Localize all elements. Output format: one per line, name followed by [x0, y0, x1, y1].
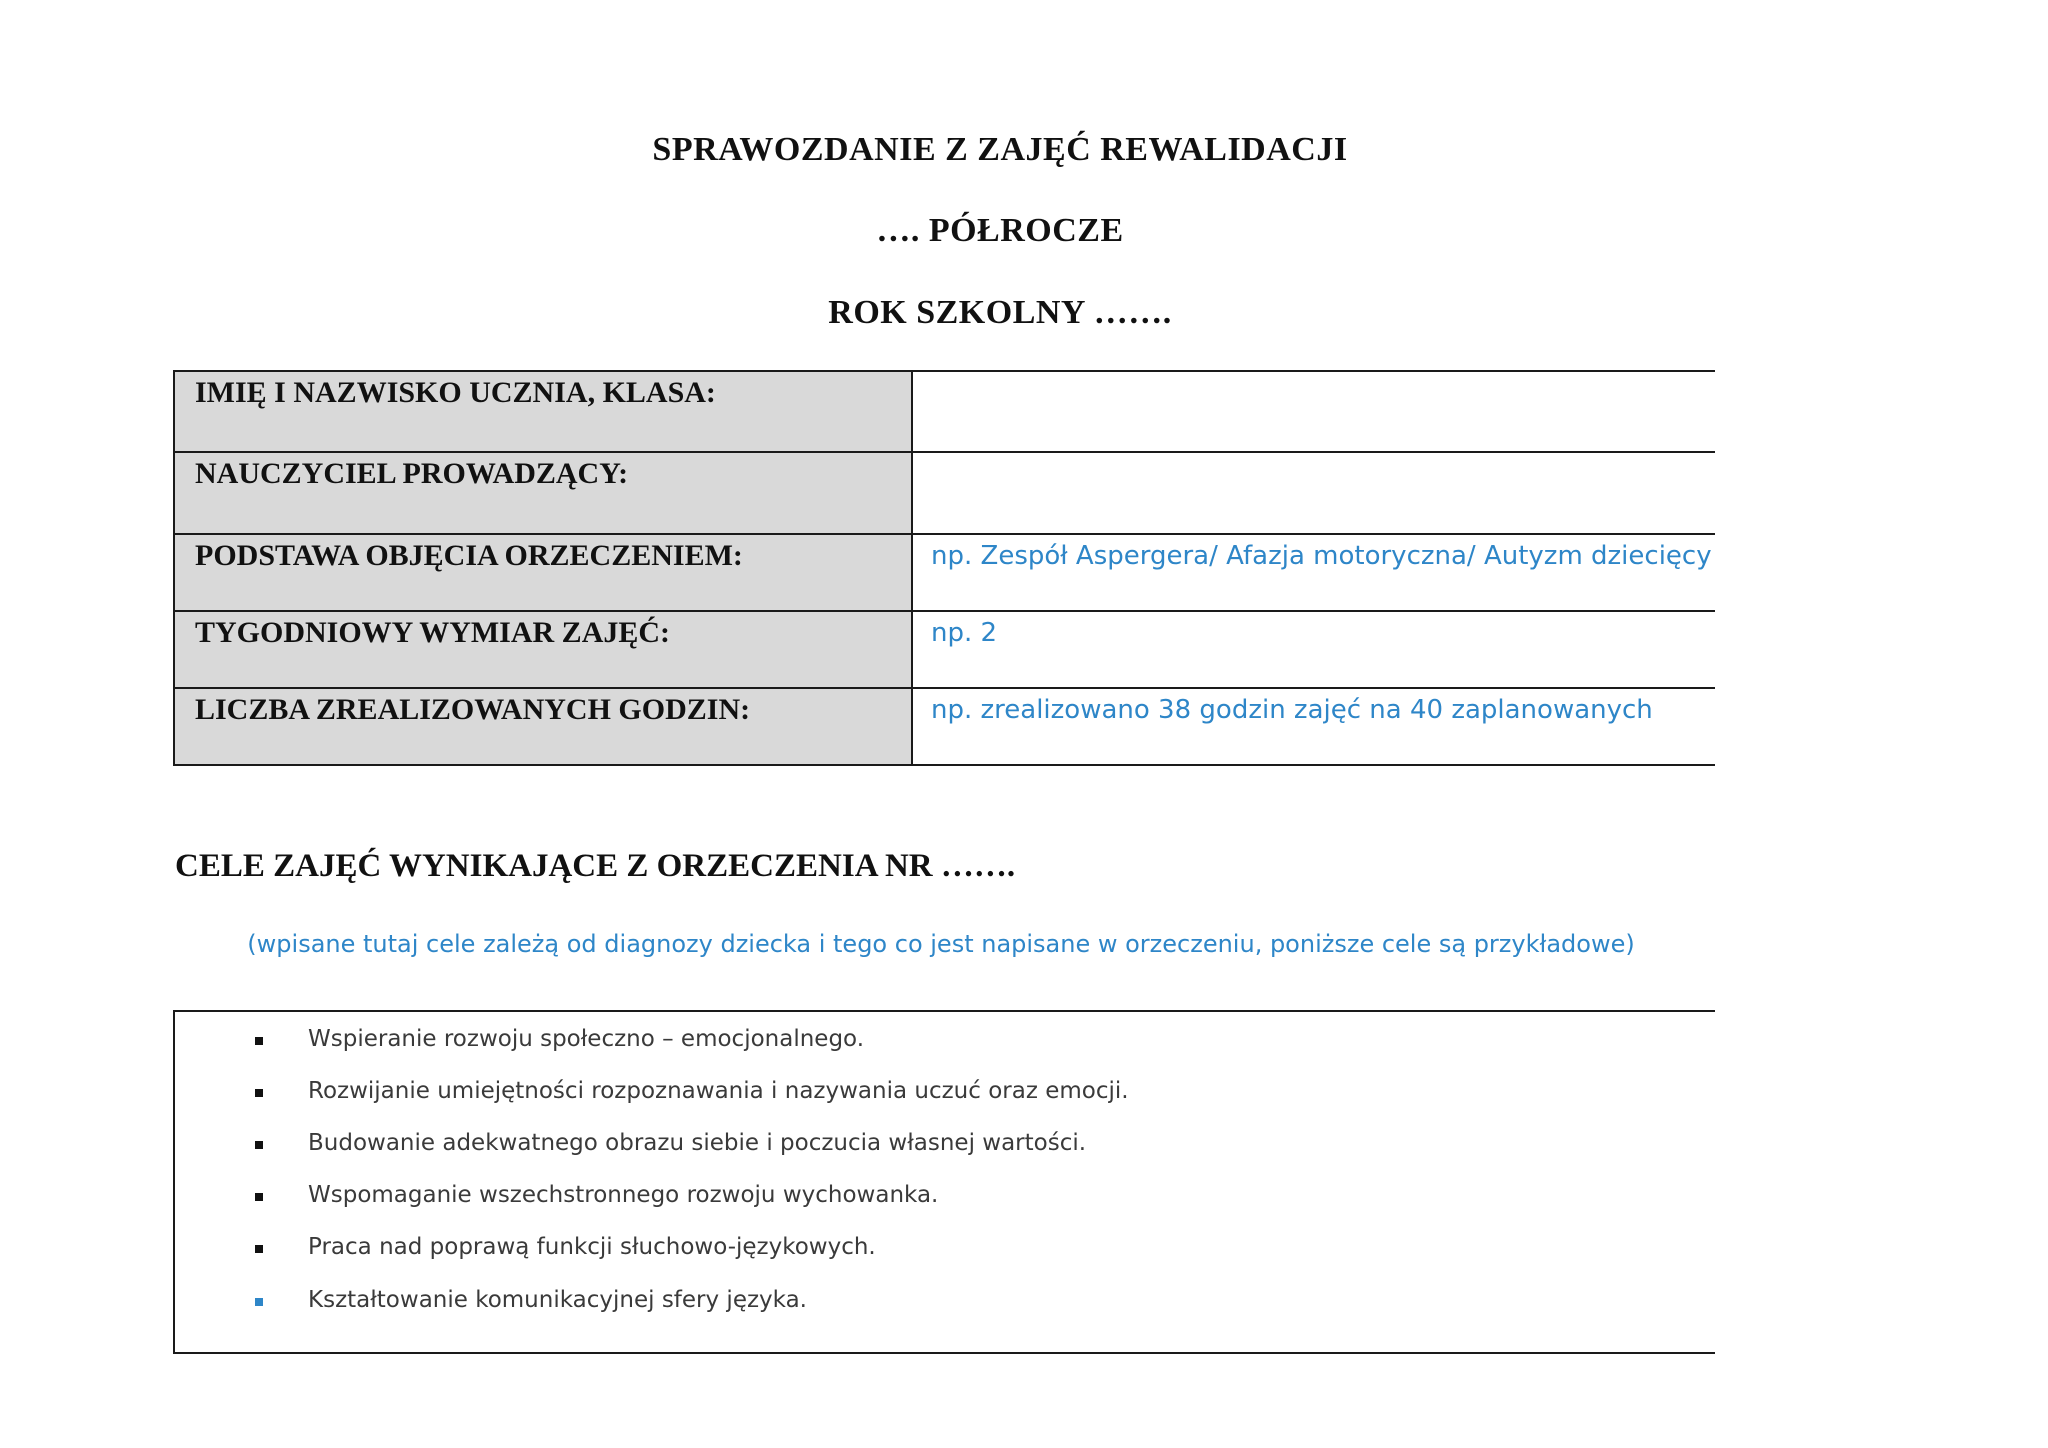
goals-note: (wpisane tutaj cele zależą od diagnozy dziecka i tego co jest napisane w orzeczeniu, poniższe cele są przykładowe) — [247, 930, 1635, 958]
goal-text: Wspieranie rozwoju społeczno – emocjonalnego. — [308, 1026, 865, 1052]
bullet-icon — [255, 1141, 263, 1149]
diagnosis-basis-value[interactable]: np. Zespół Aspergera/ Afazja motoryczna/ Autyzm dziecięcy — [912, 534, 1715, 611]
goal-text: Rozwijanie umiejętności rozpoznawania i nazywania uczuć oraz emocji. — [308, 1078, 1129, 1104]
table-row — [174, 534, 1715, 611]
weekly-hours-value[interactable]: np. 2 — [912, 611, 1715, 688]
table-row — [174, 611, 1715, 688]
table-row — [174, 371, 1715, 452]
goals-heading: CELE ZAJĘĆ WYNIKAJĄCE Z ORZECZENIA NR ……. — [175, 848, 1016, 884]
table-row — [174, 688, 1715, 765]
document-title: SPRAWOZDANIE Z ZAJĘĆ REWALIDACJI — [652, 131, 1348, 168]
bullet-icon — [255, 1089, 263, 1097]
bullet-icon — [255, 1193, 263, 1201]
goals-box — [173, 1010, 1715, 1354]
student-name-label: IMIĘ I NAZWISKO UCZNIA, KLASA: — [174, 371, 912, 452]
goal-text: Wspomaganie wszechstronnego rozwoju wychowanka. — [308, 1182, 939, 1208]
teacher-label: NAUCZYCIEL PROWADZĄCY: — [174, 452, 912, 534]
school-year-line: ROK SZKOLNY ……. — [828, 294, 1172, 331]
completed-hours-value[interactable]: np. zrealizowano 38 godzin zajęć na 40 zaplanowanych — [912, 688, 1715, 765]
semester-line: …. PÓŁROCZE — [876, 212, 1124, 249]
goal-text: Praca nad poprawą funkcji słuchowo-językowych. — [308, 1234, 876, 1260]
student-info-table — [173, 370, 1715, 766]
goal-text: Kształtowanie komunikacyjnej sfery języka. — [308, 1287, 807, 1313]
goal-text: Budowanie adekwatnego obrazu siebie i poczucia własnej wartości. — [308, 1130, 1087, 1156]
teacher-value[interactable] — [912, 452, 1715, 534]
completed-hours-label: LICZBA ZREALIZOWANYCH GODZIN: — [174, 688, 912, 765]
bullet-icon — [255, 1298, 263, 1306]
bullet-icon — [255, 1037, 263, 1045]
student-name-value[interactable] — [912, 371, 1715, 452]
bullet-icon — [255, 1245, 263, 1253]
table-row — [174, 452, 1715, 534]
weekly-hours-label: TYGODNIOWY WYMIAR ZAJĘĆ: — [174, 611, 912, 688]
diagnosis-basis-label: PODSTAWA OBJĘCIA ORZECZENIEM: — [174, 534, 912, 611]
